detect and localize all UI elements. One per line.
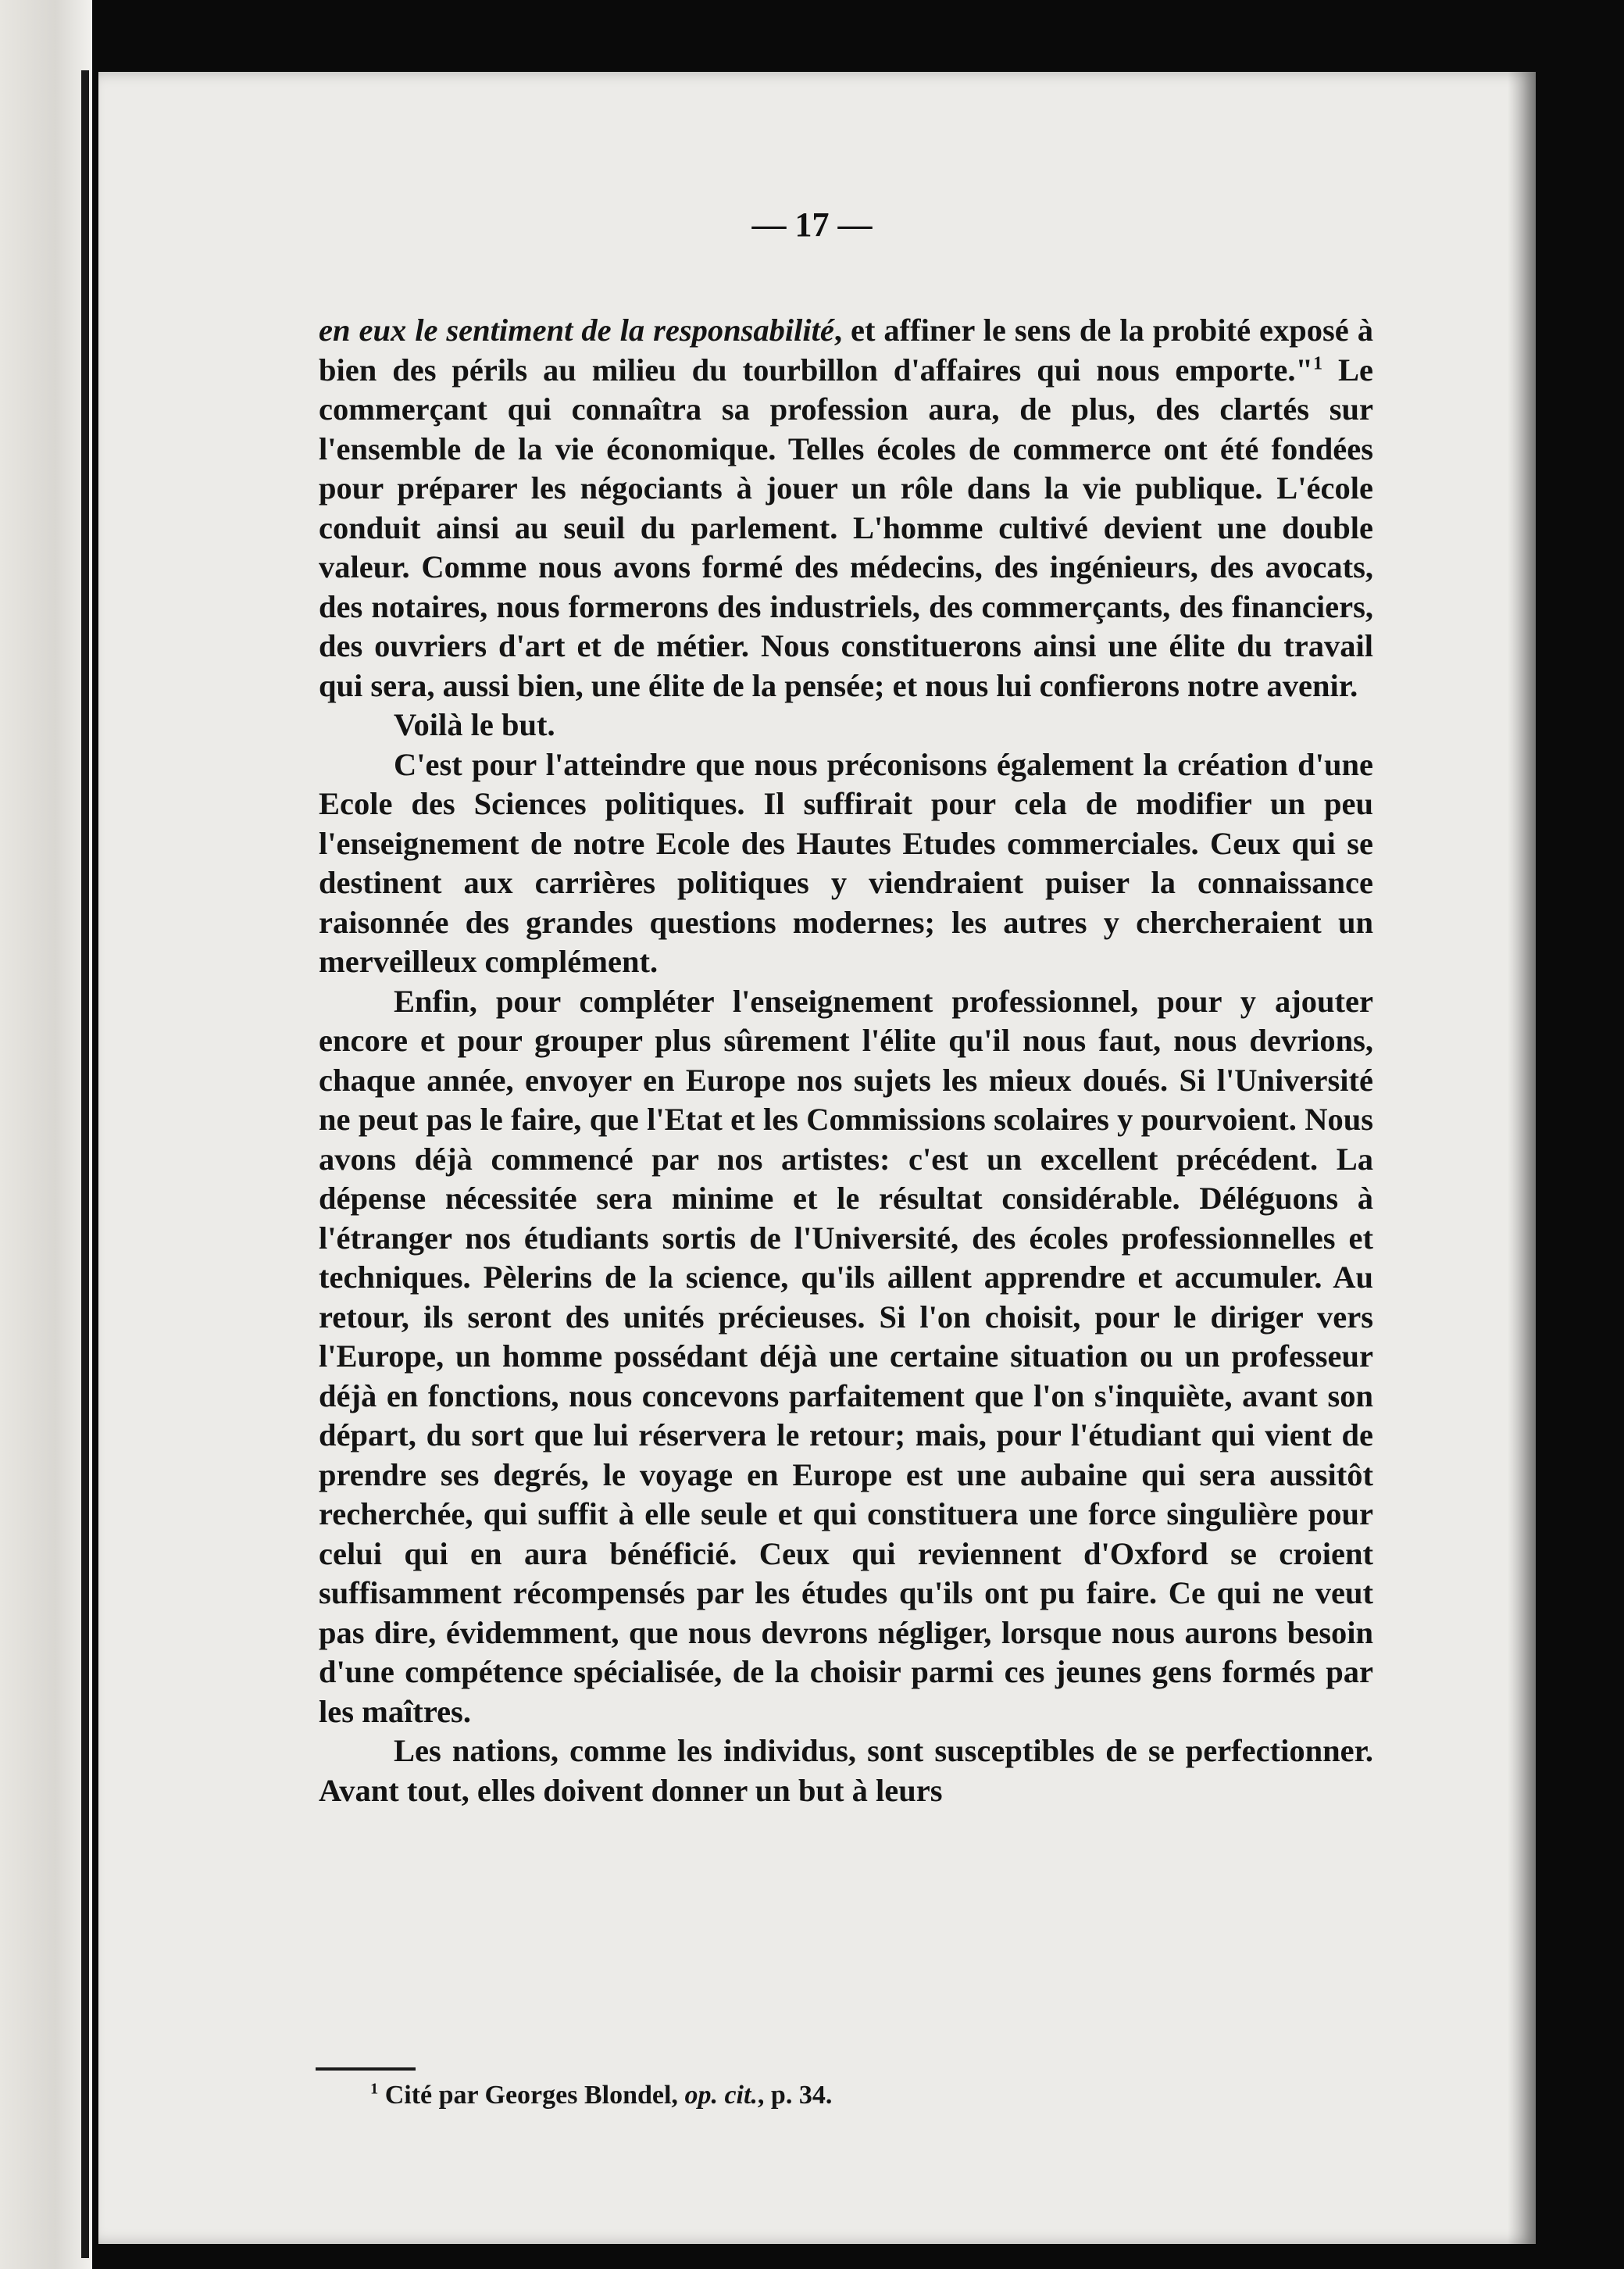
footnote-reference: 1: [1312, 352, 1323, 373]
emphasized-phrase: en eux le sentiment de la responsabilité: [319, 313, 834, 348]
paragraph-1: [319, 311, 1373, 706]
body-text: [319, 311, 1373, 1810]
footnote-separator: [316, 2067, 416, 2071]
paragraph-3: C'est pour l'atteindre que nous préconisons également la création d'une Ecole des Sciences politiques. Il suffirait pour cela de modifier un peu l'enseignement de notre Ecole des Hautes Etudes commerciales. Ceux qui se destinent aux carrières politiques y viendraient puiser la connaissance raisonnée des grandes questions modernes; les autres y chercheraient un merveilleux complément.: [319, 746, 1373, 979]
left-page-edge: [0, 0, 92, 2269]
page-right-shadow: [1508, 72, 1536, 2244]
footnote: [370, 2078, 1308, 2113]
page-number: — 17 —: [751, 205, 873, 244]
paragraph-5: Les nations, comme les individus, sont susceptibles de se perfectionner. Avant tout, elles doivent donner un but à leurs: [319, 1733, 1373, 1808]
footnote-text: Cité par Georges Blondel,: [378, 2081, 685, 2110]
paragraph-4: Enfin, pour compléter l'enseignement professionnel, pour y ajouter encore et pour grouper plus sûrement l'élite qu'il nous faut, nous devrions, chaque année, envoyer en Europe nos sujets les mieux doués. Si l'Université ne peut pas le faire, que l'Etat et les Commissions scolaires y pourvoient. Nous avons déjà commencé par nos artistes: c'est un excellent précédent. La dépense nécessitée sera minime et le résultat considérable. Déléguons à l'étranger nos étudiants sortis de l'Université, des écoles professionnelles et techniques. Pèlerins de la science, qu'ils aillent apprendre et accumuler. Au retour, ils seront des unités précieuses. Si l'on choisit, pour le diriger vers l'Europe, un homme possédant déjà une certaine situation ou un professeur déjà en fonctions, nous concevons parfaitement que l'on s'inquiète, avant son départ, du sort que lui réservera le retour; mais, pour l'étudiant qui vient de prendre ses degrés, le voyage en Europe est une aubaine qui sera aussitôt recherchée, qui suffit à elle seule et qui constituera une force singulière pour celui qui en aura bénéficié. Ceux qui reviennent d'Oxford se croient suffisamment récompensés par les études qu'ils ont pu faire. Ce qui ne veut pas dire, évidemment, que nous devrons négliger, lorsque nous aurons besoin d'une compétence spécialisée, de la choisir parmi ces jeunes gens formés par les maîtres.: [319, 983, 1373, 1729]
footnote-marker: 1: [370, 2080, 379, 2098]
paragraph-2: Voilà le but.: [394, 707, 555, 742]
book-spine-shadow: [81, 70, 89, 2258]
paragraph-text-continued: Le commerçant qui connaîtra sa profession aura, de plus, des clartés sur l'ensemble de la vie économique. Telles écoles de commerce ont été fondées pour préparer les négociants à jouer un rôle dans la vie publique. L'école conduit ainsi au seuil du parlement. L'homme cultivé devient une double valeur. Comme nous avons formé des médecins, des ingénieurs, des avocats, des notaires, nous formerons des industriels, des commerçants, des financiers, des ouvriers d'art et de métier. Nous constituerons ainsi une élite du travail qui sera, aussi bien, une élite de la pensée; et nous lui confierons notre avenir.: [319, 352, 1373, 703]
footnote-emphasis: op. cit.: [684, 2081, 758, 2110]
footnote-text-end: , p. 34.: [757, 2081, 833, 2110]
paragraph-text: , et affiner le sens de la probité exposé à bien des périls au milieu du tourbillon d'affaires qui nous emporte.": [319, 313, 1373, 388]
